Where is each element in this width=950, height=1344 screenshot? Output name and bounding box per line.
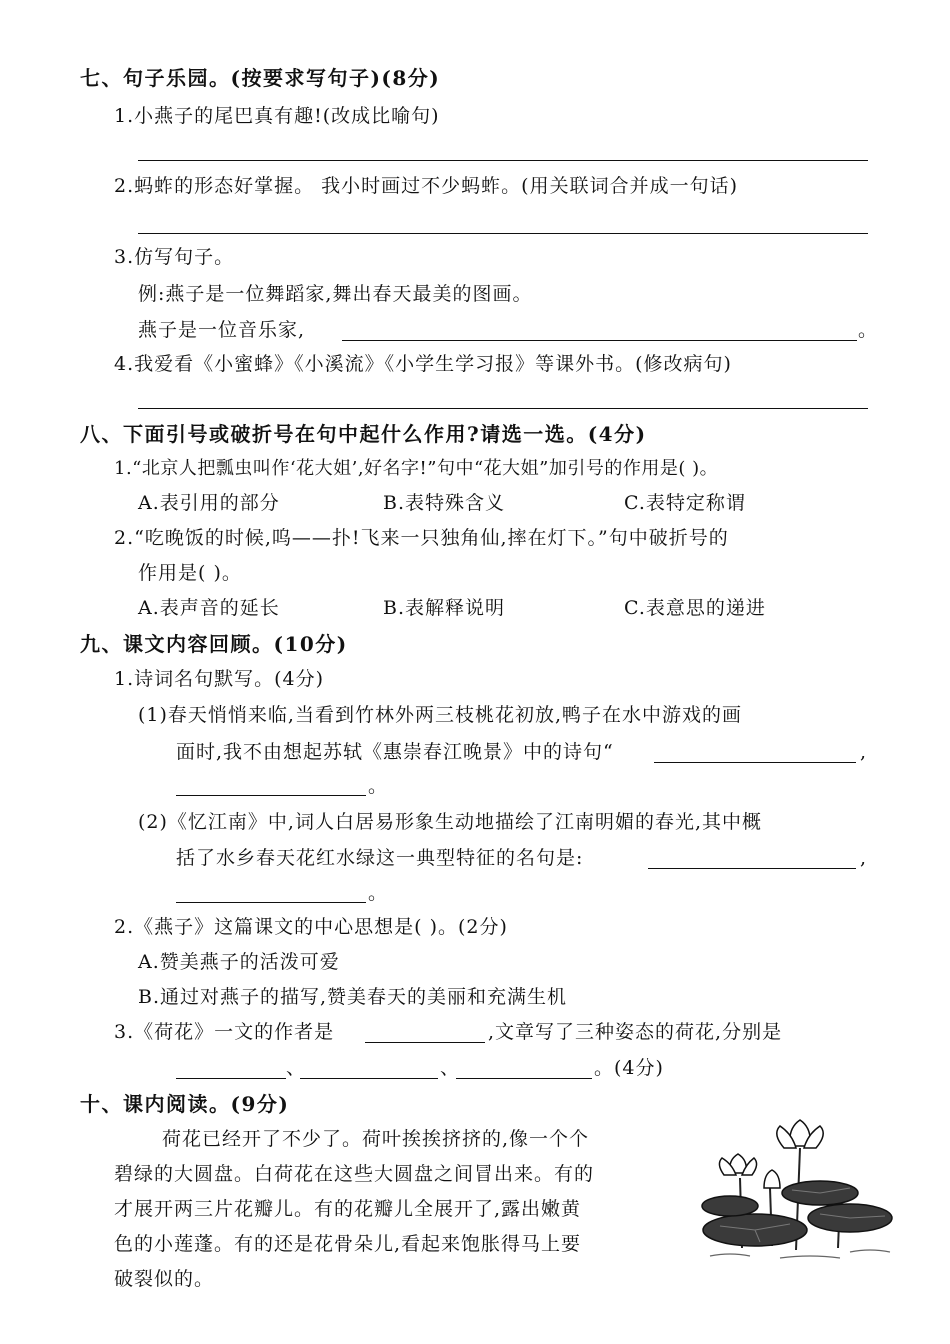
- option-c[interactable]: C.表意思的递进: [624, 597, 766, 619]
- answer-line[interactable]: [176, 1078, 286, 1079]
- section-8-title: 八、下面引号或破折号在句中起什么作用?请选一选。(4分): [80, 422, 647, 446]
- question-8-2-cont: 作用是( )。: [138, 562, 242, 584]
- question-8-1: 1.“北京人把瓢虫叫作‘花大姐’,好名字!”句中“花大姐”加引号的作用是( )。: [114, 458, 719, 479]
- answer-line[interactable]: [654, 762, 856, 763]
- answer-line[interactable]: [176, 902, 366, 903]
- punctuation: ,: [860, 741, 868, 763]
- question-7-4: 4.我爱看《小蜜蜂》《小溪流》《小学生学习报》等课外书。(修改病句): [114, 353, 732, 375]
- option-a[interactable]: A.表引用的部分: [138, 492, 280, 514]
- separator: 、: [286, 1057, 307, 1079]
- passage-line: 才展开两三片花瓣儿。有的花瓣儿全展开了,露出嫩黄: [114, 1198, 582, 1220]
- imitation-prompt: 燕子是一位音乐家,: [138, 319, 306, 341]
- option-b[interactable]: B.表特殊含义: [383, 492, 506, 514]
- punctuation: 。: [368, 775, 389, 797]
- question-9-1-2: (2)《忆江南》中,词人白居易形象生动地描绘了江南明媚的春光,其中概: [138, 811, 762, 833]
- answer-line[interactable]: [138, 408, 868, 409]
- option-a[interactable]: A.表声音的延长: [138, 597, 280, 619]
- question-7-1: 1.小燕子的尾巴真有趣!(改成比喻句): [114, 105, 440, 127]
- answer-line[interactable]: [176, 795, 366, 796]
- answer-line[interactable]: [456, 1078, 592, 1079]
- option-b[interactable]: B.表解释说明: [383, 597, 506, 619]
- question-7-3: 3.仿写句子。: [114, 246, 235, 268]
- lotus-illustration-icon: [700, 1118, 900, 1268]
- question-7-2: 2.蚂蚱的形态好掌握。 我小时画过不少蚂蚱。(用关联词合并成一句话): [114, 175, 738, 197]
- question-9-1-1-cont: 面时,我不由想起苏轼《惠崇春江晚景》中的诗句“: [176, 741, 614, 763]
- question-9-3: 3.《荷花》一文的作者是: [114, 1021, 335, 1043]
- option-b[interactable]: B.通过对燕子的描写,赞美春天的美丽和充满生机: [138, 986, 568, 1008]
- section-10-title: 十、课内阅读。(9分): [80, 1092, 290, 1116]
- passage-line: 荷花已经开了不少了。荷叶挨挨挤挤的,像一个个: [162, 1128, 590, 1150]
- passage-line: 破裂似的。: [114, 1268, 215, 1290]
- example-sentence: 例:燕子是一位舞蹈家,舞出春天最美的图画。: [138, 283, 533, 305]
- question-9-1-1: (1)春天悄悄来临,当看到竹林外两三枝桃花初放,鸭子在水中游戏的画: [138, 704, 742, 726]
- answer-line[interactable]: [365, 1042, 485, 1043]
- answer-line[interactable]: [138, 160, 868, 161]
- question-9-3-cont: ,文章写了三种姿态的荷花,分别是: [488, 1021, 783, 1043]
- answer-line[interactable]: [648, 868, 856, 869]
- section-9-title: 九、课文内容回顾。(10分): [80, 632, 348, 656]
- punctuation: ,: [860, 847, 868, 869]
- answer-line[interactable]: [138, 233, 868, 234]
- passage-line: 色的小莲蓬。有的还是花骨朵儿,看起来饱胀得马上要: [114, 1233, 582, 1255]
- section-7-title: 七、句子乐园。(按要求写句子)(8分): [80, 66, 441, 90]
- option-c[interactable]: C.表特定称谓: [624, 492, 746, 514]
- question-8-2: 2.“吃晚饭的时候,呜——扑!飞来一只独角仙,摔在灯下。”句中破折号的: [114, 527, 729, 549]
- question-9-2: 2.《燕子》这篇课文的中心思想是( )。(2分): [114, 916, 508, 938]
- question-9-3-end: 。(4分): [594, 1057, 664, 1079]
- separator: 、: [440, 1057, 461, 1079]
- question-9-1-2-cont: 括了水乡春天花红水绿这一典型特征的名句是:: [176, 847, 584, 869]
- passage-line: 碧绿的大圆盘。白荷花在这些大圆盘之间冒出来。有的: [114, 1163, 595, 1185]
- answer-line[interactable]: [300, 1078, 438, 1079]
- punctuation: 。: [858, 319, 879, 341]
- option-a[interactable]: A.赞美燕子的活泼可爱: [138, 951, 340, 973]
- question-9-1: 1.诗词名句默写。(4分): [114, 668, 325, 690]
- punctuation: 。: [368, 882, 389, 904]
- answer-line[interactable]: [342, 340, 857, 341]
